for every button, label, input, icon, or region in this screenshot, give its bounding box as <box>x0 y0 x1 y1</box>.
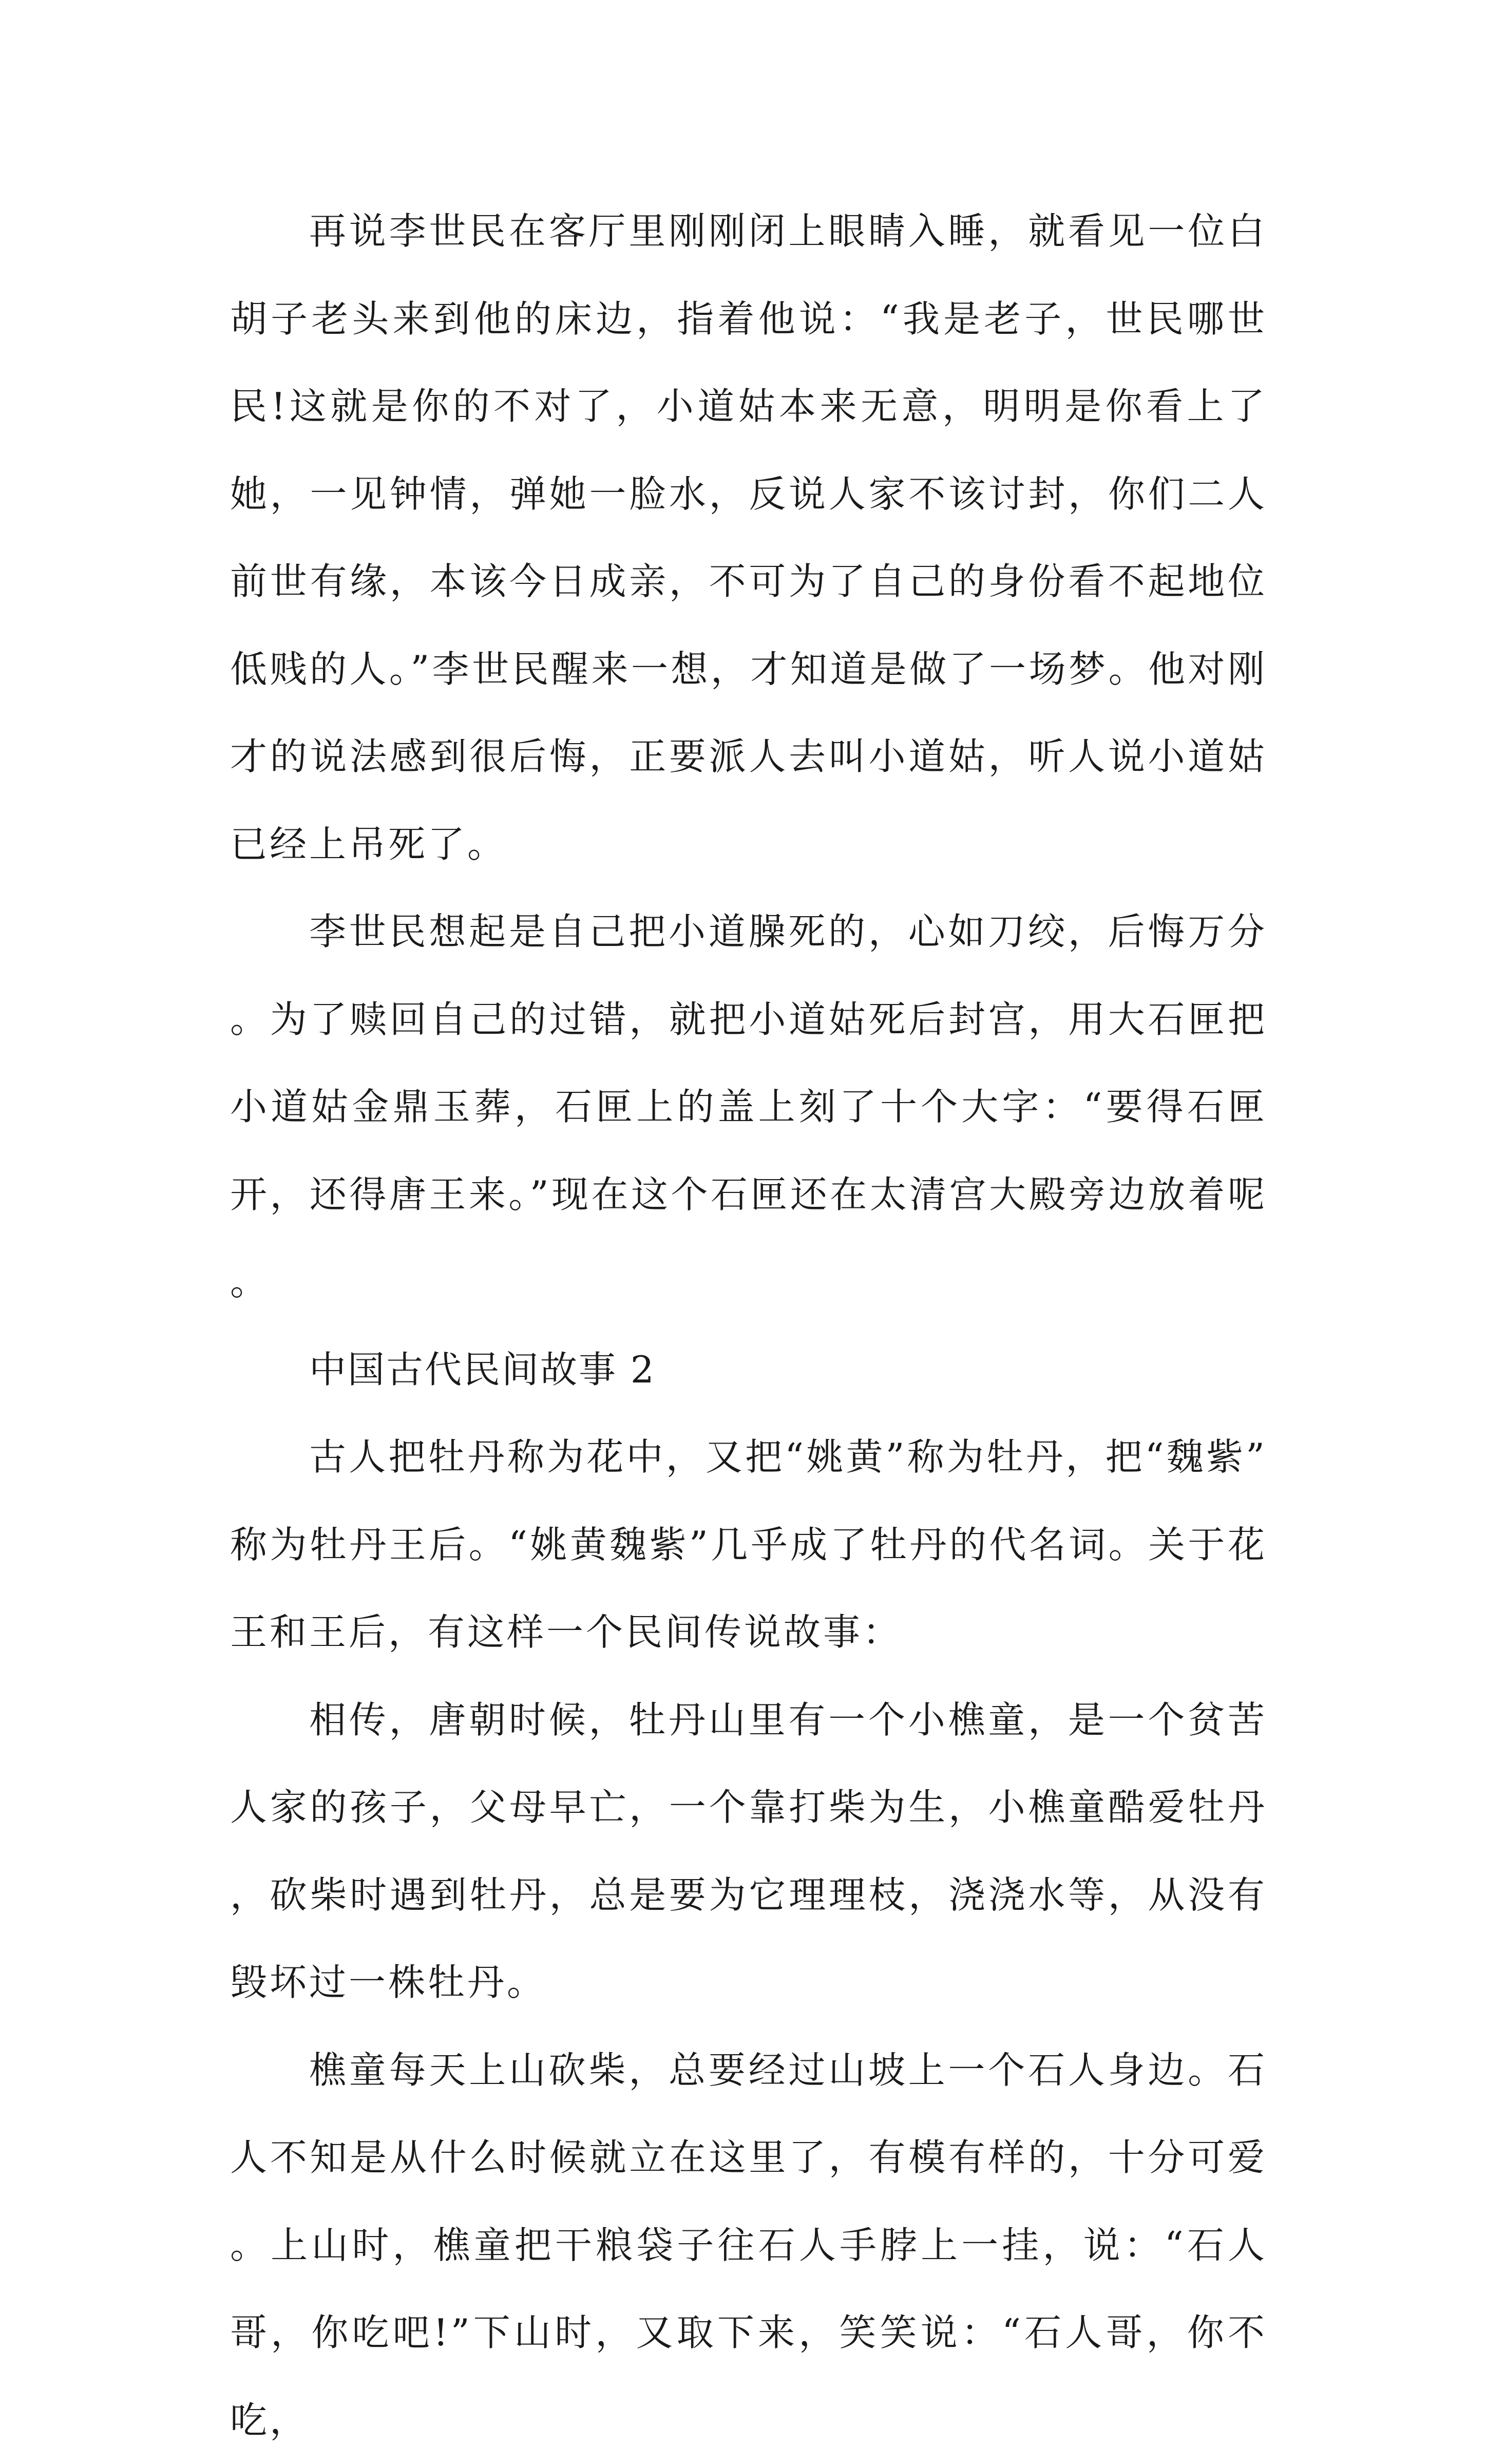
paragraph-dream-of-laozi: 再说李世民在客厅里刚刚闭上眼睛入睡，就看见一位白胡子老头来到他的床边，指着他说：“我是老子，世民哪世民!这就是你的不对了，小道姑本来无意，明明是你看上了她，一见钟情，弹她一脸水，反说人家不该讨封，你们二人前世有缘，本该今日成亲，不可为了自己的身份看不起地位低贱的人。”李世民醒来一想，才知道是做了一场梦。他对刚才的说法感到很后悔，正要派人去叫小道姑，听人说小道姑已经上吊死了。 <box>230 187 1267 888</box>
paragraph-woodcutter-boy: 相传，唐朝时候，牡丹山里有一个小樵童，是一个贫苦人家的孩子，父母早亡，一个靠打柴为生，小樵童酷爱牡丹，砍柴时遇到牡丹，总是要为它理理枝，浇浇水等，从没有毁坏过一株牡丹。 <box>230 1676 1267 2026</box>
section-heading: 中国古代民间故事 2 <box>230 1326 1267 1414</box>
paragraph-peony-intro: 古人把牡丹称为花中，又把“姚黄”称为牡丹，把“魏紫”称为牡丹王后。“姚黄魏紫”几乎成了牡丹的代名词。关于花王和王后，有这样一个民间传说故事： <box>230 1413 1267 1676</box>
document-body <box>230 187 1267 2464</box>
paragraph-stone-casket: 李世民想起是自己把小道臊死的，心如刀绞，后悔万分。为了赎回自己的过错，就把小道姑死后封宫，用大石匣把小道姑金鼎玉葬，石匣上的盖上刻了十个大字：“要得石匣开，还得唐王来。”现在这个石匣还在太清宫大殿旁边放着呢。 <box>230 888 1267 1326</box>
paragraph-stone-man: 樵童每天上山砍柴，总要经过山坡上一个石人身边。石人不知是从什么时候就立在这里了，有模有样的，十分可爱。上山时，樵童把干粮袋子往石人手脖上一挂，说：“石人哥，你吃吧!”下山时，又取下来，笑笑说：“石人哥，你不吃， <box>230 2026 1267 2464</box>
